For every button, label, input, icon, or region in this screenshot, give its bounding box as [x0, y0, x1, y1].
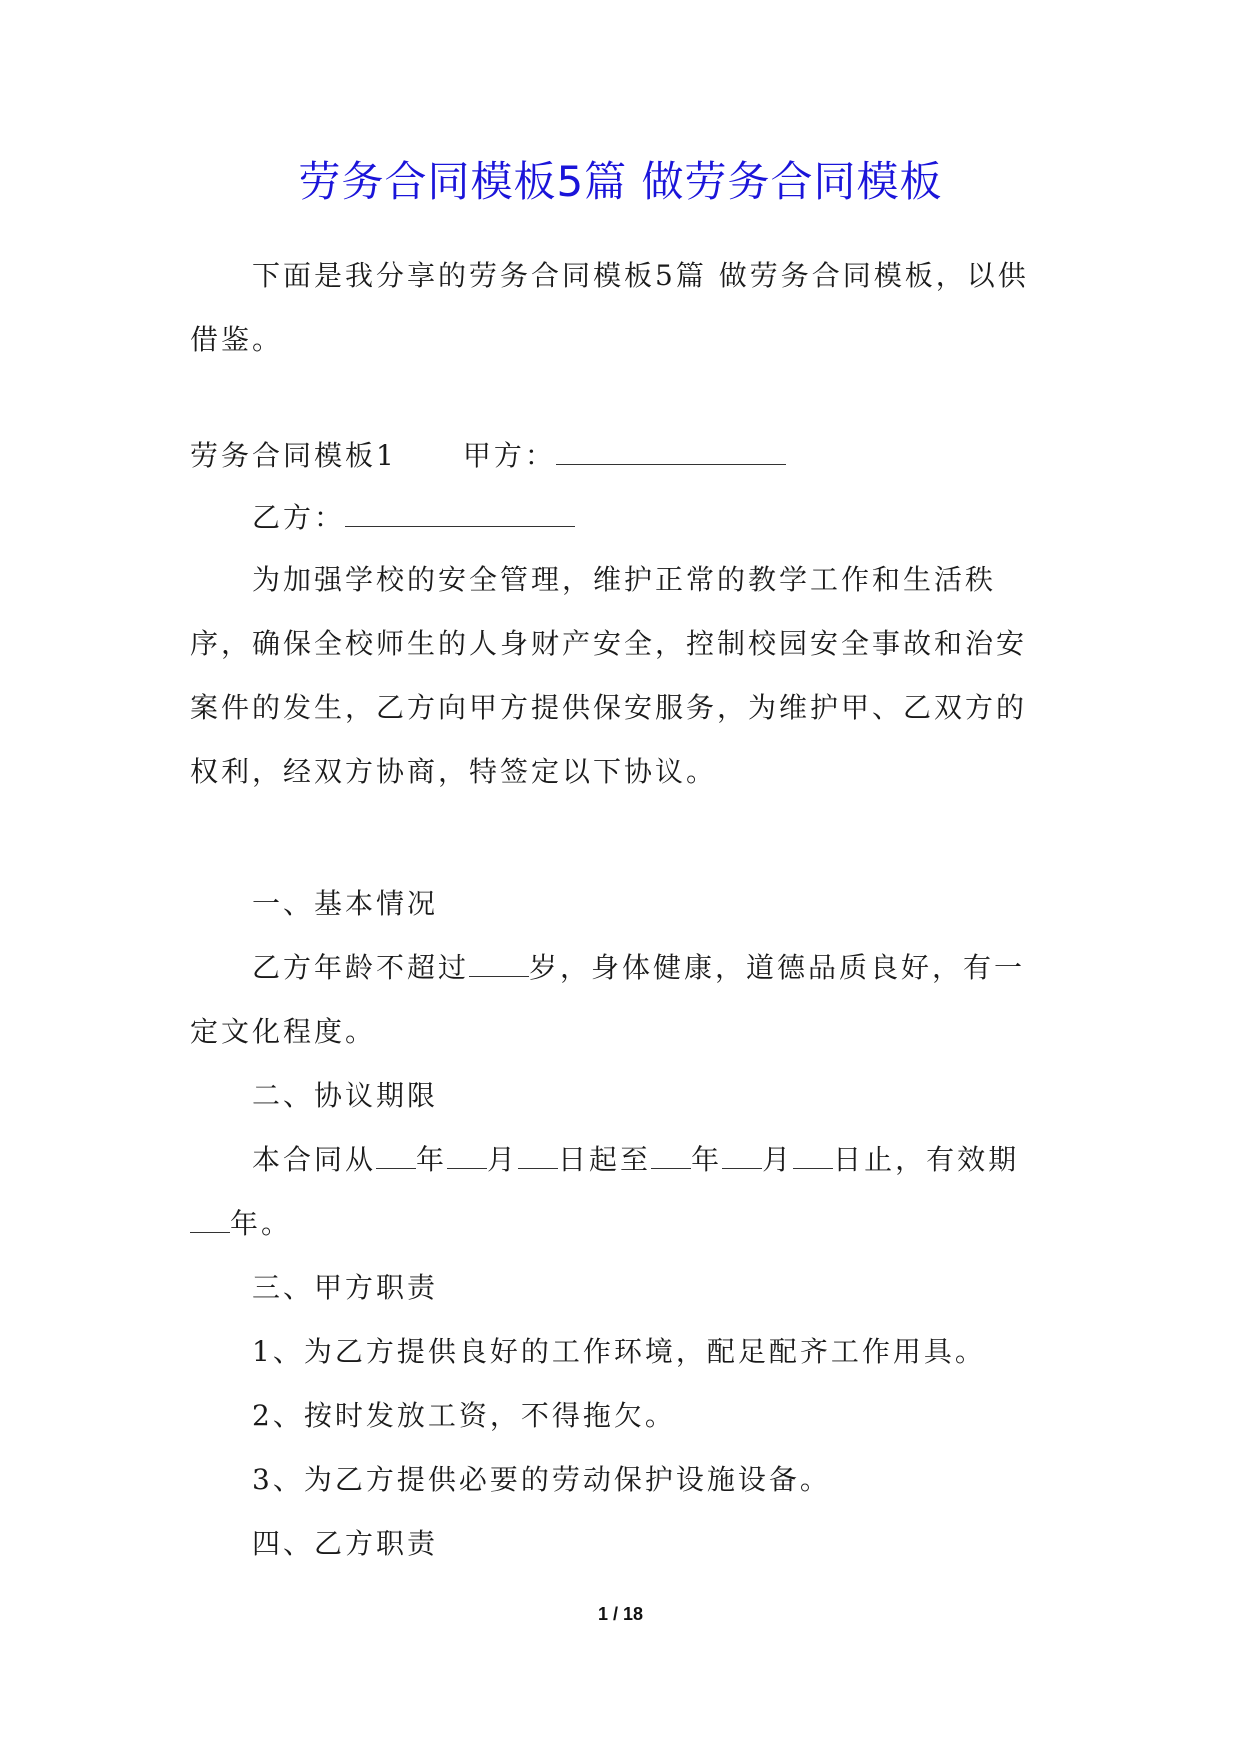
start-month-blank	[447, 1138, 487, 1169]
section3-item: 2、按时发放工资，不得拖欠。	[252, 1399, 676, 1432]
template-heading-line	[190, 424, 1060, 488]
start-year-blank	[376, 1138, 416, 1169]
end-year-blank	[651, 1138, 691, 1169]
section2-part: 本合同从	[252, 1143, 377, 1176]
section3-title: 三、甲方职责	[252, 1271, 439, 1304]
party-b-line	[252, 486, 1060, 550]
template-heading: 劳务合同模板1	[190, 439, 397, 472]
section1-title: 一、基本情况	[252, 887, 439, 920]
age-blank	[469, 946, 529, 977]
document-title: 劳务合同模板5篇 做劳务合同模板	[298, 157, 943, 206]
page-indicator: 1 / 18	[597, 1604, 644, 1624]
party-b-label: 乙方：	[252, 501, 346, 534]
section2-part: 年。	[230, 1207, 293, 1240]
intro-paragraph: 下面是我分享的劳务合同模板5篇 做劳务合同模板，以供借鉴。	[190, 259, 1029, 356]
section2-part: 年	[691, 1143, 723, 1176]
preamble-paragraph: 为加强学校的安全管理，维护正常的教学工作和生活秩序，确保全校师生的人身财产安全，控制校园安全事故和治安案件的发生，乙方向甲方提供保安服务，为维护甲、乙双方的权利，经双方协商，特签定以下协议。	[190, 563, 1028, 788]
party-a-blank	[556, 434, 786, 465]
start-day-blank	[518, 1138, 558, 1169]
section1-text-a: 乙方年龄不超过	[252, 951, 470, 984]
duration-blank	[190, 1202, 230, 1233]
section1-paragraph	[190, 936, 1052, 1064]
section1-text-b: 岁，身体健康，道德品质良好，有一定文化程度。	[190, 951, 1026, 1048]
section3-item: 3、为乙方提供必要的劳动保护设施设备。	[252, 1463, 831, 1496]
section2-part: 日起至	[558, 1143, 652, 1176]
section4-title: 四、乙方职责	[252, 1527, 439, 1560]
section2-part: 月	[487, 1143, 519, 1176]
party-b-blank	[345, 496, 575, 527]
section2-part: 日止，有效期	[833, 1143, 1020, 1176]
section2-part: 年	[416, 1143, 448, 1176]
section2-title: 二、协议期限	[252, 1079, 439, 1112]
section3-item: 1、为乙方提供良好的工作环境，配足配齐工作用具。	[252, 1335, 986, 1368]
section2-part: 月	[762, 1143, 794, 1176]
end-day-blank	[793, 1138, 833, 1169]
party-a-label: 甲方：	[462, 439, 556, 472]
end-month-blank	[722, 1138, 762, 1169]
section2-paragraph	[190, 1128, 1052, 1256]
